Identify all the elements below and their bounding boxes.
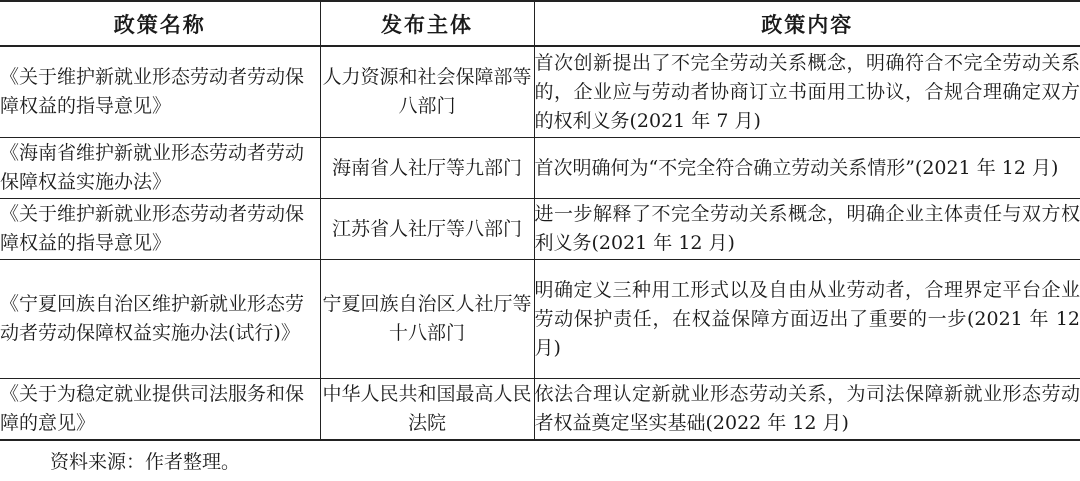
policy-content-cell: 首次创新提出了不完全劳动关系概念，明确符合不完全劳动关系的，企业应与劳动者协商订立书面用工协议，合规合理确定双方的权利义务(2021 年 7 月) [534, 46, 1080, 138]
header-issuer: 发布主体 [320, 1, 534, 46]
header-policy-name: 政策名称 [0, 1, 320, 46]
table-row [0, 138, 1080, 199]
source-note: 资料来源：作者整理。 [50, 451, 241, 473]
issuer-cell: 人力资源和社会保障部等八部门 [320, 46, 534, 138]
policy-content-cell: 明确定义三种用工形式以及自由从业劳动者，合理界定平台企业劳动保护责任，在权益保障方面迈出了重要的一步(2021 年 12 月) [534, 260, 1080, 379]
header-policy-content: 政策内容 [534, 1, 1080, 46]
policy-name-cell: 《关于为稳定就业提供司法服务和保障的意见》 [0, 379, 320, 441]
table-header-row [0, 1, 1080, 46]
table-row [0, 46, 1080, 138]
policy-content-cell: 依法合理认定新就业形态劳动关系，为司法保障新就业形态劳动者权益奠定坚实基础(2022 年 12 月) [534, 379, 1080, 441]
table-row [0, 260, 1080, 379]
table-row [0, 379, 1080, 441]
policy-content-cell: 首次明确何为“不完全符合确立劳动关系情形”(2021 年 12 月) [534, 138, 1080, 199]
issuer-cell: 海南省人社厅等九部门 [320, 138, 534, 199]
policy-name-cell: 《关于维护新就业形态劳动者劳动保障权益的指导意见》 [0, 199, 320, 260]
issuer-cell: 江苏省人社厅等八部门 [320, 199, 534, 260]
policy-content-cell: 进一步解释了不完全劳动关系概念，明确企业主体责任与双方权利义务(2021 年 12 月) [534, 199, 1080, 260]
policy-name-cell: 《宁夏回族自治区维护新就业形态劳动者劳动保障权益实施办法(试行)》 [0, 260, 320, 379]
issuer-cell: 宁夏回族自治区人社厅等十八部门 [320, 260, 534, 379]
policy-name-cell: 《海南省维护新就业形态劳动者劳动保障权益实施办法》 [0, 138, 320, 199]
issuer-cell: 中华人民共和国最高人民法院 [320, 379, 534, 441]
policy-name-cell: 《关于维护新就业形态劳动者劳动保障权益的指导意见》 [0, 46, 320, 138]
table-row [0, 199, 1080, 260]
